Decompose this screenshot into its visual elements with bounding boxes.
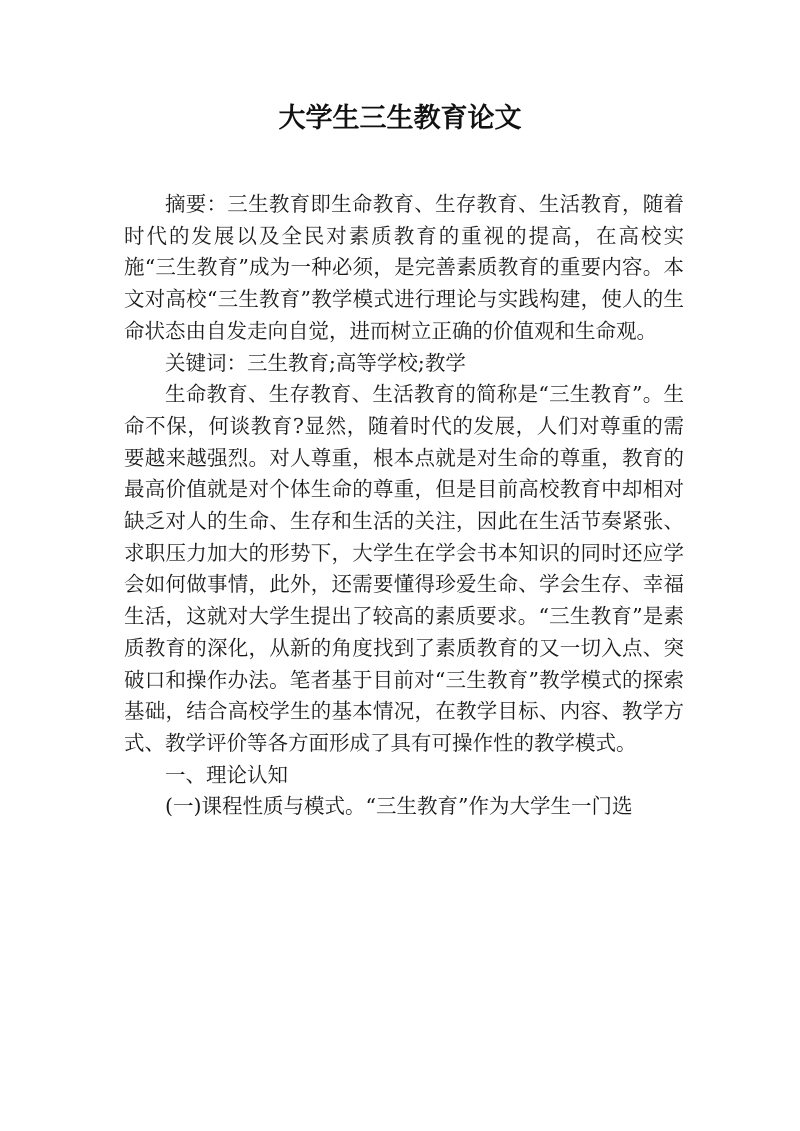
document-body bbox=[124, 189, 684, 823]
introduction-paragraph: 生命教育、生存教育、生活教育的简称是“三生教育”。生命不保，何谈教育?显然，随着时代的发展，人们对尊重的需要越来越强烈。对人尊重，根本点就是对生命的尊重，教育的最高价值就是对个体生命的尊重，但是目前高校教育中却相对缺乏对人的生命、生存和生活的关注，因此在生活节奏紧张、求职压力加大的形势下，大学生在学会书本知识的同时还应学会如何做事情，此外，还需要懂得珍爱生命、学会生存、幸福生活，这就对大学生提出了较高的素质要求。“三生教育”是素质教育的深化，从新的角度找到了素质教育的又一切入点、突破口和操作办法。笔者基于目前对“三生教育”教学模式的探索基础，结合高校学生的基本情况，在教学目标、内容、教学方式、教学评价等各方面形成了具有可操作性的教学模式。 bbox=[124, 382, 684, 755]
document-title: 大学生三生教育论文 bbox=[278, 103, 522, 134]
keywords-paragraph: 关键词：三生教育;高等学校;教学 bbox=[165, 350, 466, 375]
subsection-paragraph-course-nature: (一)课程性质与模式。“三生教育”作为大学生一门选 bbox=[165, 794, 633, 819]
abstract-paragraph: 摘要：三生教育即生命教育、生存教育、生活教育，随着时代的发展以及全民对素质教育的重视的提高，在高校实施“三生教育”成为一种必须，是完善素质教育的重要内容。本文对高校“三生教育”教学模式进行理论与实践构建，使人的生命状态由自发走向自觉，进而树立正确的价值观和生命观。 bbox=[124, 192, 684, 343]
section-heading-theory: 一、理论认知 bbox=[165, 762, 288, 787]
